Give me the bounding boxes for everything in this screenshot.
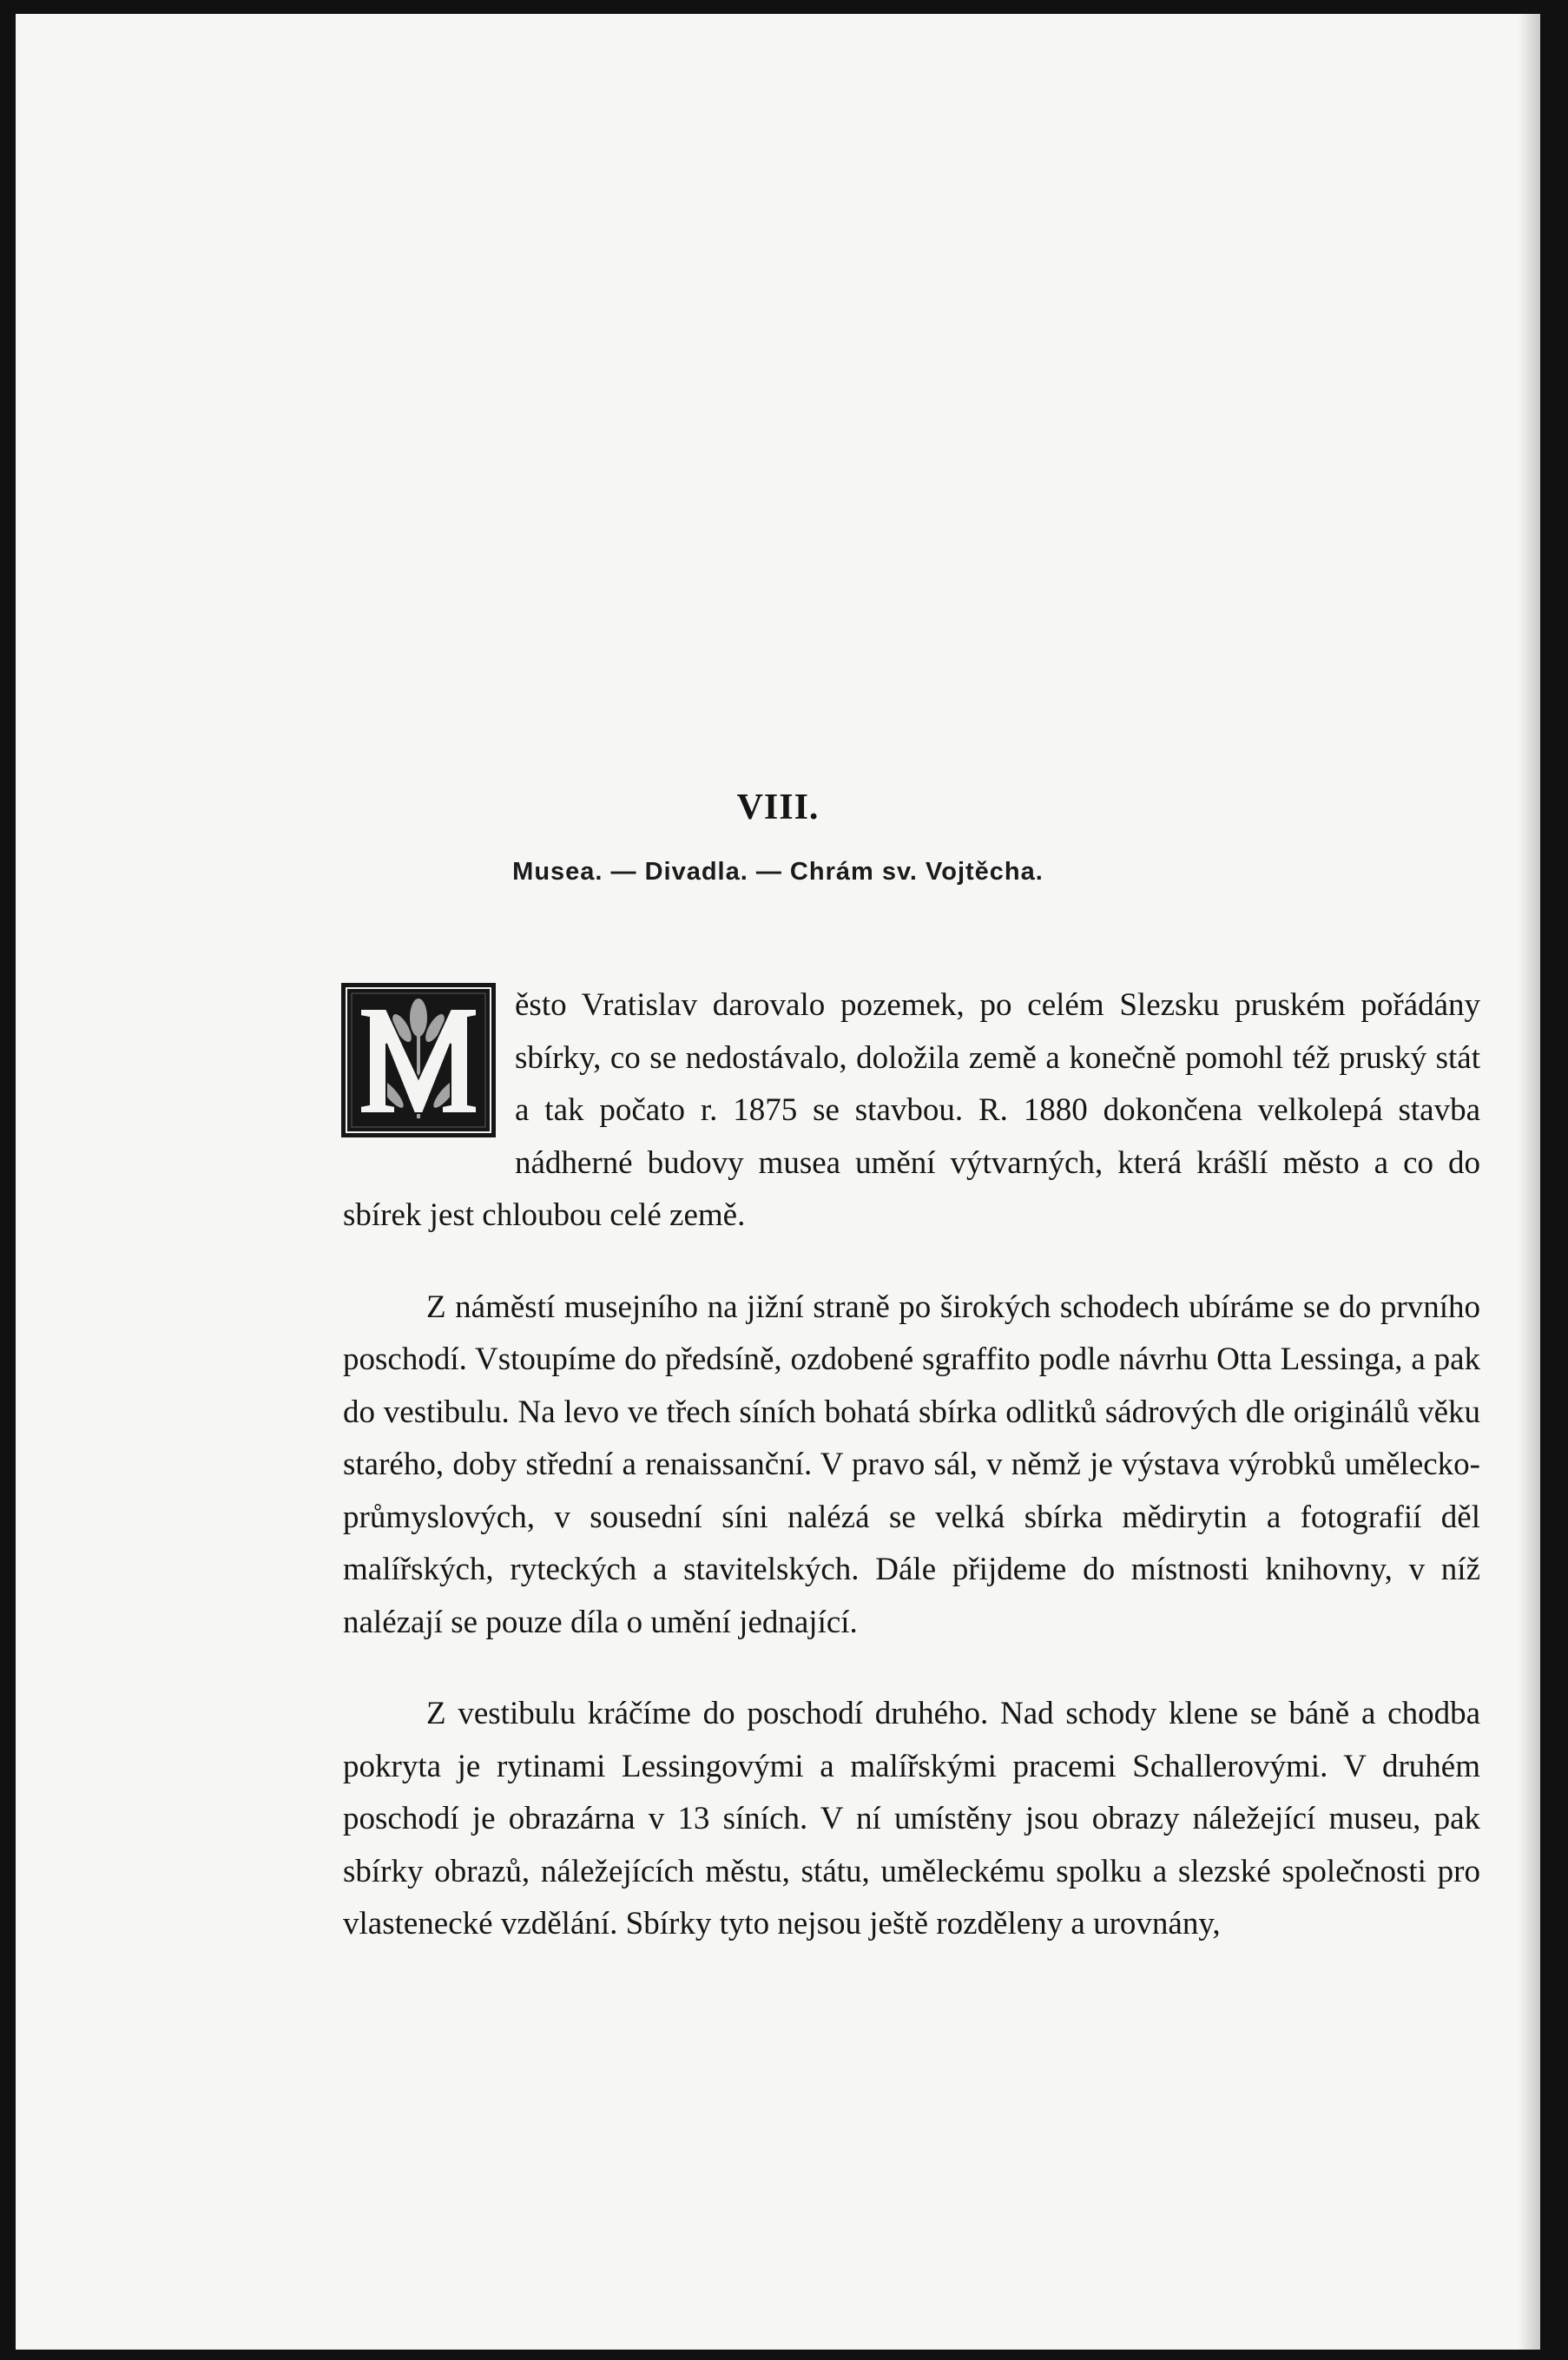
page-edge-shadow (1518, 14, 1540, 2350)
decorative-initial (341, 983, 496, 1137)
chapter-number: VIII. (736, 788, 820, 827)
paragraph-1 (343, 979, 1480, 1243)
chapter-subtitle: Musea. — Divadla. — Chrám sv. Vojtěcha. (512, 858, 1044, 886)
paragraph-2: Z náměstí musejního na jižní straně po širokých schodech ubíráme se do prvního poschodí. Vstoupíme do předsíně, ozdobené sgraffito podle návrhu Otta Lessinga, a pak do vestibulu. Na levo ve třech síních bohatá sbírka odlitků sádrových dle originálů věku starého, doby střední a renaissanční. V pravo sál, v němž je výstava výrobků umělecko-průmyslových, v sousední síni nalézá se velká sbírka mědirytin a fotografií děl malířských, ryteckých a stavitelských. Dále přijdeme do místnosti knihovny, v níž nalézají se pouze díla o umění jednající. (343, 1289, 1480, 1640)
body-text (343, 979, 1480, 1990)
book-page (16, 14, 1540, 2350)
paragraph-1-text: ěsto Vratislav darovalo pozemek, po celém Slezsku pruském pořádány sbírky, co se nedostávalo, doložila země a konečně pomohl též pruský stát a tak počato r. 1875 se stavbou. R. 1880 dokončena velkolepá stavba nádherné budovy musea umění výtvarných, která krášlí město a co do sbírek jest chloubou celé země. (343, 987, 1480, 1233)
paragraph-3: Z vestibulu kráčíme do poschodí druhého. Nad schody klene se báně a chodba pokryta je rytinami Lessingovými a malířskými pracemi Schallerovými. V druhém poschodí je obrazárna v 13 síních. V ní umístěny jsou obrazy náležející museu, pak sbírky obrazů, náležejících městu, státu, uměleckému spolku a slezské společnosti pro vlastenecké vzdělání. Sbírky tyto nejsou ještě rozděleny a urovnány, (343, 1696, 1480, 1941)
ornament-initial-icon (341, 983, 496, 1137)
